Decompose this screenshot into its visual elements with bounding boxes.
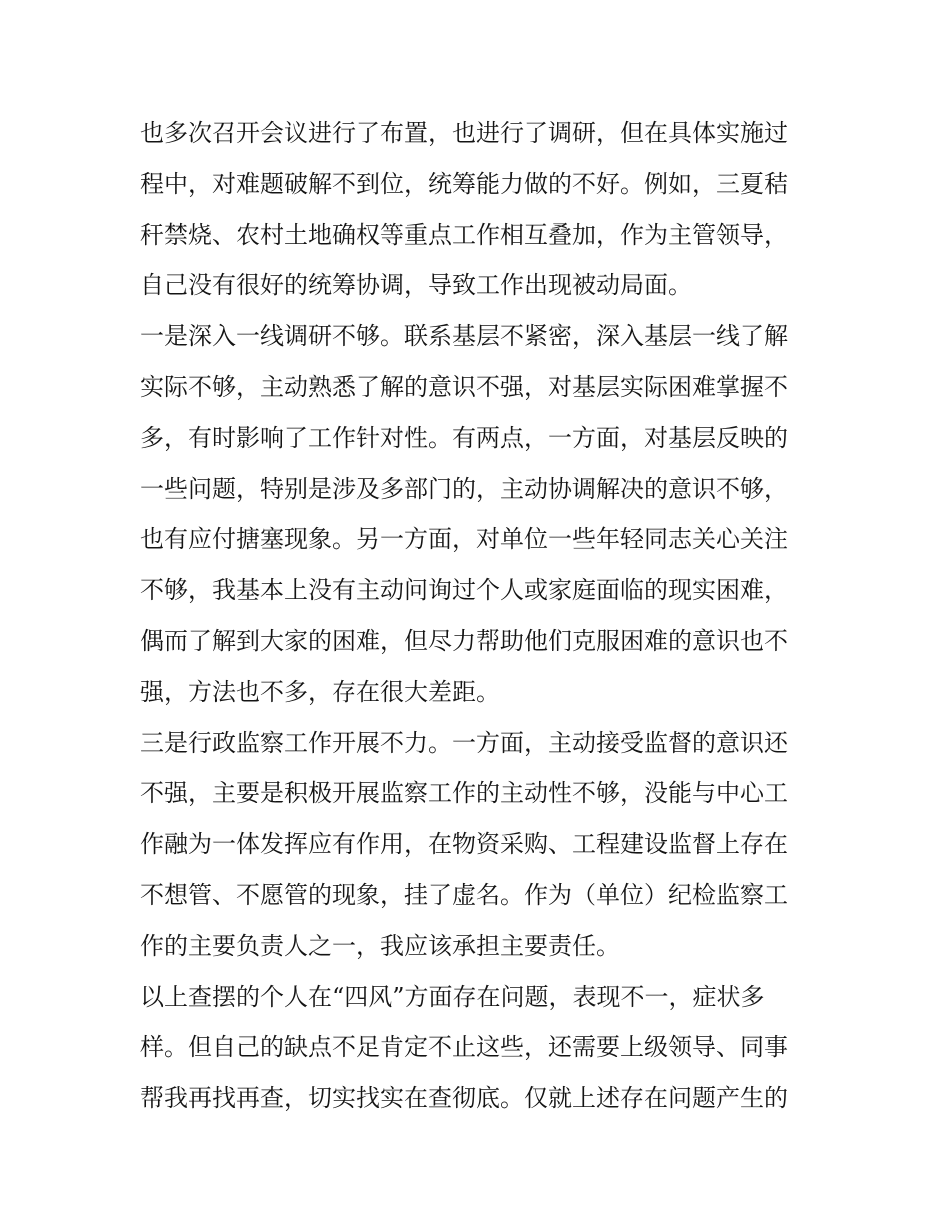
text-line: 不够，我基本上没有主动问询过个人或家庭面临的现实困难， bbox=[140, 576, 788, 605]
text-line: 帮我再找再查，切实找实在查彻底。仅就上述存在问题产生的 bbox=[140, 1084, 788, 1113]
text-line: 三是行政监察工作开展不力。一方面，主动接受监督的意识还 bbox=[140, 728, 788, 757]
text-line: 不强，主要是积极开展监察工作的主动性不够，没能与中心工 bbox=[140, 779, 788, 808]
text-line: 作的主要负责人之一，我应该承担主要责任。 bbox=[140, 931, 620, 960]
text-line: 秆禁烧、农村土地确权等重点工作相互叠加，作为主管领导， bbox=[140, 220, 788, 249]
text-line: 自己没有很好的统筹协调，导致工作出现被动局面。 bbox=[140, 271, 692, 300]
text-line: 以上查摆的个人在“四风”方面存在问题，表现不一，症状多 bbox=[140, 982, 765, 1011]
text-line: 也多次召开会议进行了布置，也进行了调研，但在具体实施过 bbox=[140, 119, 788, 147]
text-line: 作融为一体发挥应有作用，在物资采购、工程建设监督上存在 bbox=[140, 830, 788, 859]
text-line: 一些问题，特别是涉及多部门的，主动协调解决的意识不够， bbox=[140, 474, 788, 503]
text-line: 样。但自己的缺点不足肯定不止这些，还需要上级领导、同事 bbox=[140, 1033, 788, 1062]
document-body bbox=[140, 108, 820, 1124]
text-line: 偶而了解到大家的困难，但尽力帮助他们克服困难的意识也不 bbox=[140, 626, 788, 655]
text-line: 也有应付搪塞现象。另一方面，对单位一些年轻同志关心关注 bbox=[140, 525, 788, 554]
text-line: 实际不够，主动熟悉了解的意识不强，对基层实际困难掌握不 bbox=[140, 372, 788, 401]
text-line: 程中，对难题破解不到位，统筹能力做的不好。例如，三夏秸 bbox=[140, 169, 788, 198]
text-line: 一是深入一线调研不够。联系基层不紧密，深入基层一线了解 bbox=[140, 322, 788, 351]
text-line: 不想管、不愿管的现象，挂了虚名。作为（单位）纪检监察工 bbox=[140, 880, 788, 909]
text-line: 多，有时影响了工作针对性。有两点，一方面，对基层反映的 bbox=[140, 423, 788, 452]
text-line: 强，方法也不多，存在很大差距。 bbox=[140, 677, 500, 706]
